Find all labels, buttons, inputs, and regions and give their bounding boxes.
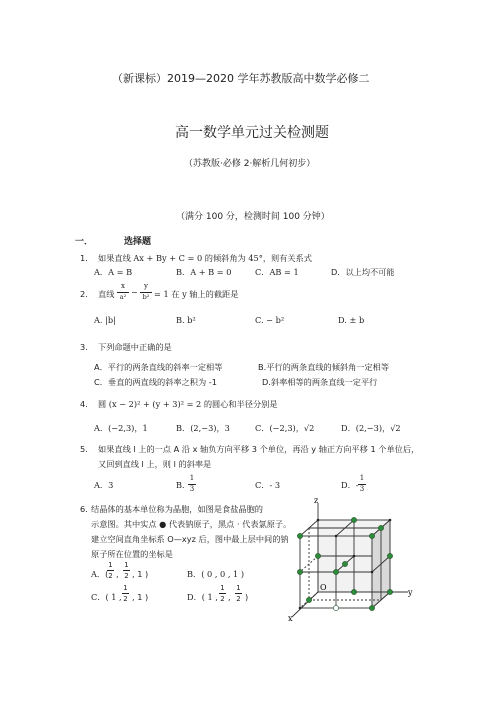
q5-optb-den: 3 — [189, 485, 195, 493]
q6d-comma: , — [228, 592, 231, 602]
q1-option-b: B．A + B = 0 — [176, 267, 232, 277]
question-6-line3: 建立空间直角坐标系 O—xyz 后，图中最上层中间的钠 — [91, 534, 289, 544]
q5-option-b: B． — [176, 480, 191, 490]
question-6-line1: 结晶体的基本单位称为晶胞，如图是食盐晶胞的 — [91, 504, 263, 514]
question-6-number: 6. — [80, 504, 88, 514]
axis-x-label: x — [288, 614, 293, 623]
q3-option-c: C．垂直的两直线的斜率之积为 -1 — [94, 377, 217, 387]
section-number: 一． — [75, 237, 94, 247]
q5-optb-num: 1 — [189, 474, 195, 482]
q2-option-c: C. − b² — [255, 315, 285, 325]
q1-option-d: D．以上均不可能 — [331, 267, 395, 277]
q4-option-a: A．(−2,3)，1 — [94, 423, 148, 433]
q5-optd-den: 3 — [359, 485, 365, 493]
axis-y-label: y — [408, 588, 413, 597]
q5-option-a: A．3 — [94, 480, 114, 490]
q1-option-c: C．AB = 1 — [255, 267, 299, 277]
question-5-text-line2: 又回到直线 l 上，则 l 的斜率是 — [98, 459, 212, 469]
crystal-lattice-figure — [280, 495, 430, 625]
q3-option-a: A．平行的两条直线的斜率一定相等 — [94, 362, 223, 372]
q6a-frac1: 1 2 — [108, 561, 113, 580]
question-3-text: 下列命题中正确的是 — [98, 342, 172, 352]
origin-label: O — [320, 583, 327, 592]
q6d-close: ) — [245, 592, 249, 602]
question-5-text: 如果直线 l 上的一点 A 沿 x 轴负方向平移 3 个单位，再沿 y 轴正方向平移 1 个单位后， — [98, 444, 420, 454]
q2-frac2-bottom: b² — [142, 293, 150, 301]
q2-minus-sign: − — [131, 288, 138, 297]
q6-option-c: C．( 1 , — [91, 592, 122, 602]
q2-option-b: B. b² — [176, 315, 196, 325]
axis-z-label: z — [314, 496, 319, 505]
q6a-frac2: 1 2 — [124, 561, 129, 580]
q6d-frac1: 1 2 — [220, 584, 225, 603]
q3-option-b: B.平行的两条直线的倾斜角一定相等 — [258, 362, 390, 372]
q6a-rest: , 1 ) — [132, 569, 149, 579]
q3-option-d: D.斜率相等的两条直线一定平行 — [262, 377, 378, 387]
question-4-number: 4. — [80, 399, 88, 409]
q6c-rest: , 1 ) — [132, 592, 149, 602]
question-2-text-post: = 1 在 y 轴上的截距是 — [154, 289, 239, 299]
question-4-text: 圆 (x − 2)² + (y + 3)² = 2 的圆心和半径分别是 — [98, 399, 278, 409]
q6-option-b: B．( 0 , 0 , 1 ) — [187, 569, 245, 579]
question-2-text-pre: 直线 — [98, 289, 115, 299]
q5-option-c: C．- 3 — [255, 480, 281, 490]
q6-option-a: A．( — [91, 569, 109, 579]
q6a-comma1: , — [116, 569, 119, 579]
q6d-frac2: 1 2 — [236, 584, 241, 603]
q4-option-c: C．(−2,3)，√2 — [255, 423, 315, 433]
question-6-line4: 原子所在位置的坐标是 — [91, 549, 173, 559]
page-subtitle: （苏教版·必修 2·解析几何初步） — [184, 159, 316, 169]
q1-option-a: A．A = B — [94, 267, 133, 277]
question-2-number: 2. — [80, 289, 88, 299]
question-1-number: 1. — [80, 253, 88, 263]
q4-option-b: B．(2,−3)，3 — [176, 423, 230, 433]
exam-meta: （满分 100 分，检测时间 100 分钟） — [176, 212, 330, 222]
q2-frac1-bottom: a² — [119, 293, 127, 301]
page-title: 高一数学单元过关检测题 — [175, 125, 329, 141]
section-name: 选择题 — [124, 237, 152, 247]
q6c-frac: 1 2 — [123, 584, 128, 603]
q4-option-d: D．(2,−3)，√2 — [341, 423, 401, 433]
q5-optd-num: 1 — [359, 474, 365, 482]
q6-option-d: D．( 1 , — [187, 592, 218, 602]
q2-option-a: A. |b| — [94, 315, 116, 325]
question-1-text: 如果直线 Ax + By + C = 0 的倾斜角为 45°，则有关系式 — [98, 253, 312, 263]
q2-frac1-top: x — [121, 282, 125, 290]
question-3-number: 3. — [80, 342, 88, 352]
document-header: （新课标）2019—2020 学年苏教版高中数学必修二 — [112, 72, 370, 85]
question-6-line2: 示意图。其中实点 ● 代表钠原子，黑点 · 代表氯原子。 — [91, 519, 292, 529]
question-5-number: 5. — [80, 444, 88, 454]
q5-option-d: D．- — [341, 480, 359, 490]
q2-option-d: D. ± b — [338, 315, 365, 325]
q2-frac2-top: y — [144, 282, 148, 290]
